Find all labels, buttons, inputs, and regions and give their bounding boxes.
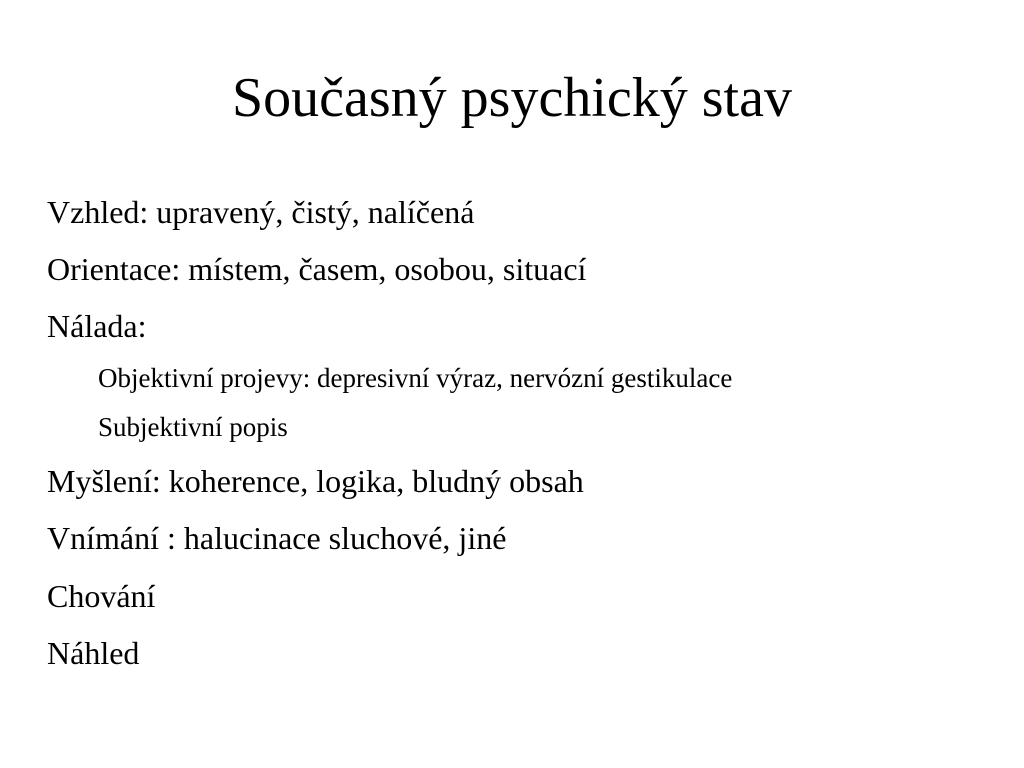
bullet-orientation: Orientace: místem, časem, osobou, situací [47, 251, 587, 287]
bullet-thinking: Myšlení: koherence, logika, bludný obsah [47, 463, 584, 499]
bullet-behavior: Chování [47, 578, 156, 614]
bullet-insight: Náhled [47, 635, 140, 671]
sub-bullet-subjective: Subjektivní popis [98, 412, 288, 442]
bullet-perception: Vnímání : halucinace sluchové, jiné [47, 520, 507, 556]
bullet-appearance: Vzhled: upravený, čistý, nalíčená [47, 194, 475, 230]
bullet-mood: Nálada: [47, 308, 147, 344]
sub-bullet-objective: Objektivní projevy: depresivní výraz, nervózní gestikulace [98, 363, 733, 393]
slide-title: Současný psychický stav [232, 67, 792, 129]
